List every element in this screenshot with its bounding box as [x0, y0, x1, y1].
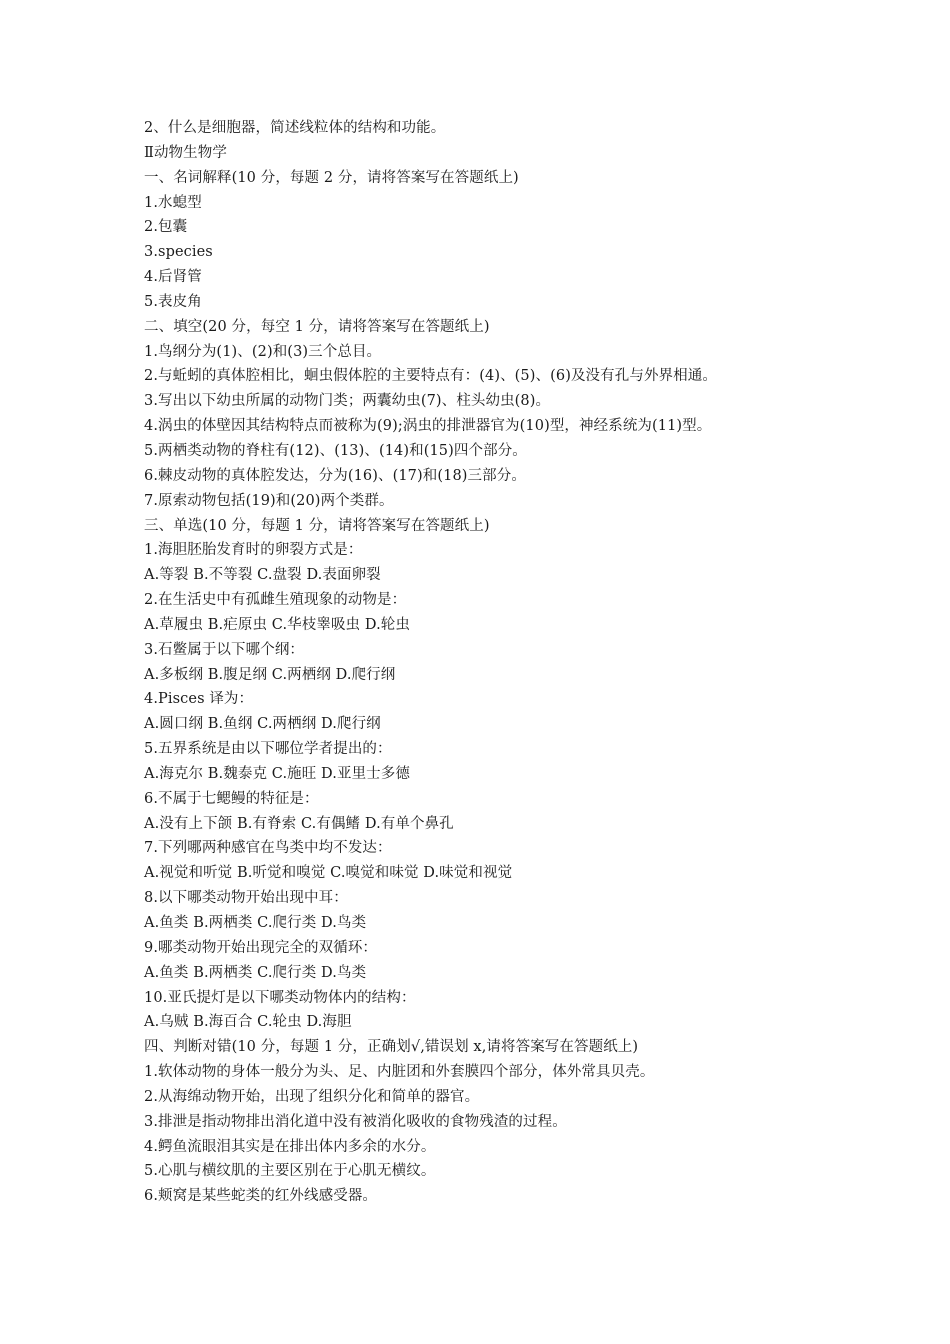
fill-blank-item: 1.鸟纲分为(1)、(2)和(3)三个总目。 — [144, 343, 382, 360]
choice-options: A.鱼类 B.两栖类 C.爬行类 D.鸟类 — [144, 964, 367, 981]
fill-blank-item: 7.原索动物包括(19)和(20)两个类群。 — [144, 492, 394, 509]
choice-options: A.乌贼 B.海百合 C.轮虫 D.海胆 — [144, 1014, 352, 1031]
choice-question: 9.哪类动物开始出现完全的双循环： — [144, 939, 378, 956]
choice-options: A.海克尔 B.魏泰克 C.施旺 D.亚里士多德 — [144, 765, 410, 782]
choice-question: 3.石鳖属于以下哪个纲： — [144, 641, 305, 658]
choice-question: 10.亚氏提灯是以下哪类动物体内的结构： — [144, 989, 416, 1006]
document-page — [144, 116, 844, 1209]
fill-blank-item: 3.写出以下幼虫所属的动物门类；两囊幼虫(7)、柱头幼虫(8)。 — [144, 393, 551, 410]
choice-question: 4.Pisces 译为： — [144, 691, 254, 708]
fill-blank-item: 6.棘皮动物的真体腔发达，分为(16)、(17)和(18)三部分。 — [144, 467, 526, 484]
fill-blank-item: 4.涡虫的体壁因其结构特点而被称为(9);涡虫的排泄器官为(10)型，神经系统为(11)型。 — [144, 418, 712, 435]
fill-blank-item: 2.与蚯蚓的真体腔相比，蛔虫假体腔的主要特点有：(4)、(5)、(6)及没有孔与外界相通。 — [144, 368, 717, 385]
fill-blank-item: 5.两栖类动物的脊柱有(12)、(13)、(14)和(15)四个部分。 — [144, 442, 527, 459]
choice-question: 5.五界系统是由以下哪位学者提出的： — [144, 741, 392, 758]
section-heading-single-choice: 三、单选(10 分，每题 1 分，请将答案写在答题纸上) — [144, 517, 490, 534]
choice-options: A.草履虫 B.疟原虫 C.华枝睾吸虫 D.轮虫 — [144, 616, 410, 633]
true-false-item: 5.心肌与横纹肌的主要区别在于心肌无横纹。 — [144, 1163, 436, 1180]
choice-options: A.等裂 B.不等裂 C.盘裂 D.表面卵裂 — [144, 567, 381, 584]
true-false-item: 6.颊窝是某些蛇类的红外线感受器。 — [144, 1188, 378, 1205]
term-item: 2.包囊 — [144, 219, 188, 236]
choice-question: 6.不属于七鳃鳗的特征是： — [144, 790, 319, 807]
choice-question: 8.以下哪类动物开始出现中耳： — [144, 890, 348, 907]
term-item: 3.species — [144, 244, 213, 261]
true-false-item: 3.排泄是指动物排出消化道中没有被消化吸收的食物残渣的过程。 — [144, 1113, 567, 1130]
choice-options: A.圆口纲 B.鱼纲 C.两栖纲 D.爬行纲 — [144, 716, 381, 733]
choice-options: A.多板纲 B.腹足纲 C.两栖纲 D.爬行纲 — [144, 666, 396, 683]
section-heading-terms: 一、名词解释(10 分，每题 2 分，请将答案写在答题纸上) — [144, 169, 519, 186]
choice-question: 7.下列哪两种感官在鸟类中均不发达： — [144, 840, 392, 857]
term-item: 1.水螅型 — [144, 194, 202, 211]
true-false-item: 4.鳄鱼流眼泪其实是在排出体内多余的水分。 — [144, 1138, 436, 1155]
choice-options: A.鱼类 B.两栖类 C.爬行类 D.鸟类 — [144, 915, 367, 931]
choice-options: A.视觉和听觉 B.听觉和嗅觉 C.嗅觉和味觉 D.味觉和视觉 — [144, 865, 513, 882]
choice-question: 2.在生活史中有孤雌生殖现象的动物是： — [144, 592, 407, 609]
question-mitochondria: 2、什么是细胞器，简述线粒体的结构和功能。 — [144, 120, 446, 136]
true-false-item: 2.从海绵动物开始，出现了组织分化和简单的器官。 — [144, 1088, 480, 1105]
section-heading-true-false: 四、判断对错(10 分，每题 1 分，正确划√,错误划 x,请将答案写在答题纸上) — [144, 1039, 639, 1056]
section-heading-fill-blank: 二、填空(20 分，每空 1 分，请将答案写在答题纸上) — [144, 318, 490, 335]
true-false-item: 1.软体动物的身体一般分为头、足、内脏团和外套膜四个部分，体外常具贝壳。 — [144, 1064, 655, 1081]
choice-options: A.没有上下颌 B.有脊索 C.有偶鳍 D.有单个鼻孔 — [144, 815, 454, 832]
term-item: 5.表皮角 — [144, 293, 202, 310]
term-item: 4.后肾管 — [144, 269, 202, 286]
part-heading-animal-biology: Ⅱ动物生物学 — [144, 144, 227, 161]
choice-question: 1.海胆胚胎发育时的卵裂方式是： — [144, 542, 363, 559]
